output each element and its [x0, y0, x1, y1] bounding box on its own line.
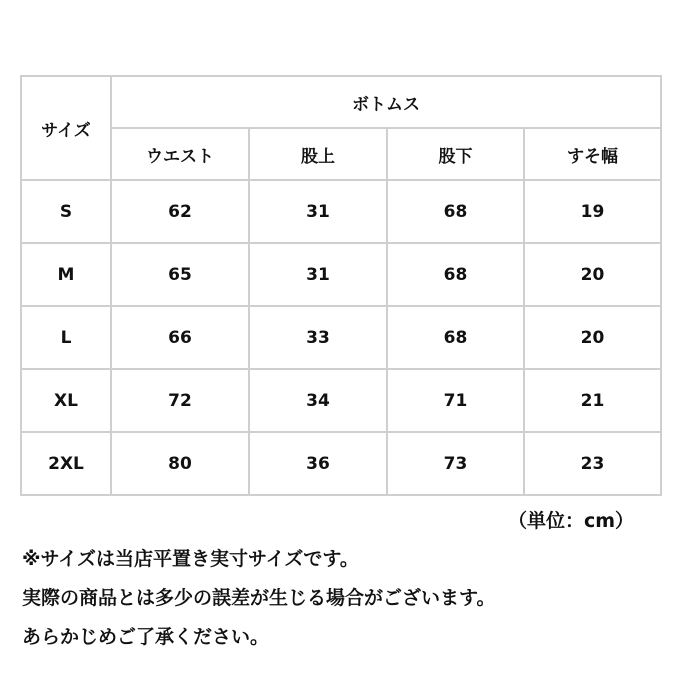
- inseam-value: 71: [387, 369, 524, 432]
- size-label: M: [21, 243, 111, 306]
- waist-value: 62: [111, 180, 249, 243]
- column-header-hem-width: すそ幅: [524, 128, 661, 180]
- rise-value: 34: [249, 369, 387, 432]
- inseam-value: 73: [387, 432, 524, 495]
- waist-value: 65: [111, 243, 249, 306]
- hem-width-value: 23: [524, 432, 661, 495]
- table-row: [21, 180, 661, 243]
- rise-value: 33: [249, 306, 387, 369]
- note-line: あらかじめご了承ください。: [22, 626, 270, 648]
- column-header-inseam: 股下: [387, 128, 524, 180]
- note-line: ※サイズは当店平置き実寸サイズです。: [22, 548, 359, 570]
- inseam-value: 68: [387, 306, 524, 369]
- waist-value: 66: [111, 306, 249, 369]
- rise-value: 36: [249, 432, 387, 495]
- inseam-value: 68: [387, 243, 524, 306]
- waist-value: 80: [111, 432, 249, 495]
- rise-value: 31: [249, 243, 387, 306]
- unit-note: （単位：cm）: [508, 510, 635, 532]
- table-row: [21, 306, 661, 369]
- hem-width-value: 21: [524, 369, 661, 432]
- table-row: [21, 432, 661, 495]
- size-label: L: [21, 306, 111, 369]
- hem-width-value: 20: [524, 306, 661, 369]
- size-label: XL: [21, 369, 111, 432]
- bottoms-group-header: ボトムス: [111, 76, 661, 128]
- size-label: S: [21, 180, 111, 243]
- hem-width-value: 19: [524, 180, 661, 243]
- header-row-group: [21, 76, 661, 128]
- notes-block: [22, 540, 495, 657]
- inseam-value: 68: [387, 180, 524, 243]
- size-chart-table: [20, 75, 662, 496]
- size-column-header: サイズ: [21, 76, 111, 180]
- table-row: [21, 369, 661, 432]
- waist-value: 72: [111, 369, 249, 432]
- hem-width-value: 20: [524, 243, 661, 306]
- column-header-waist: ウエスト: [111, 128, 249, 180]
- size-label: 2XL: [21, 432, 111, 495]
- header-row-columns: [21, 128, 661, 180]
- table-row: [21, 243, 661, 306]
- rise-value: 31: [249, 180, 387, 243]
- note-line: 実際の商品とは多少の誤差が生じる場合がございます。: [22, 587, 496, 609]
- column-header-rise: 股上: [249, 128, 387, 180]
